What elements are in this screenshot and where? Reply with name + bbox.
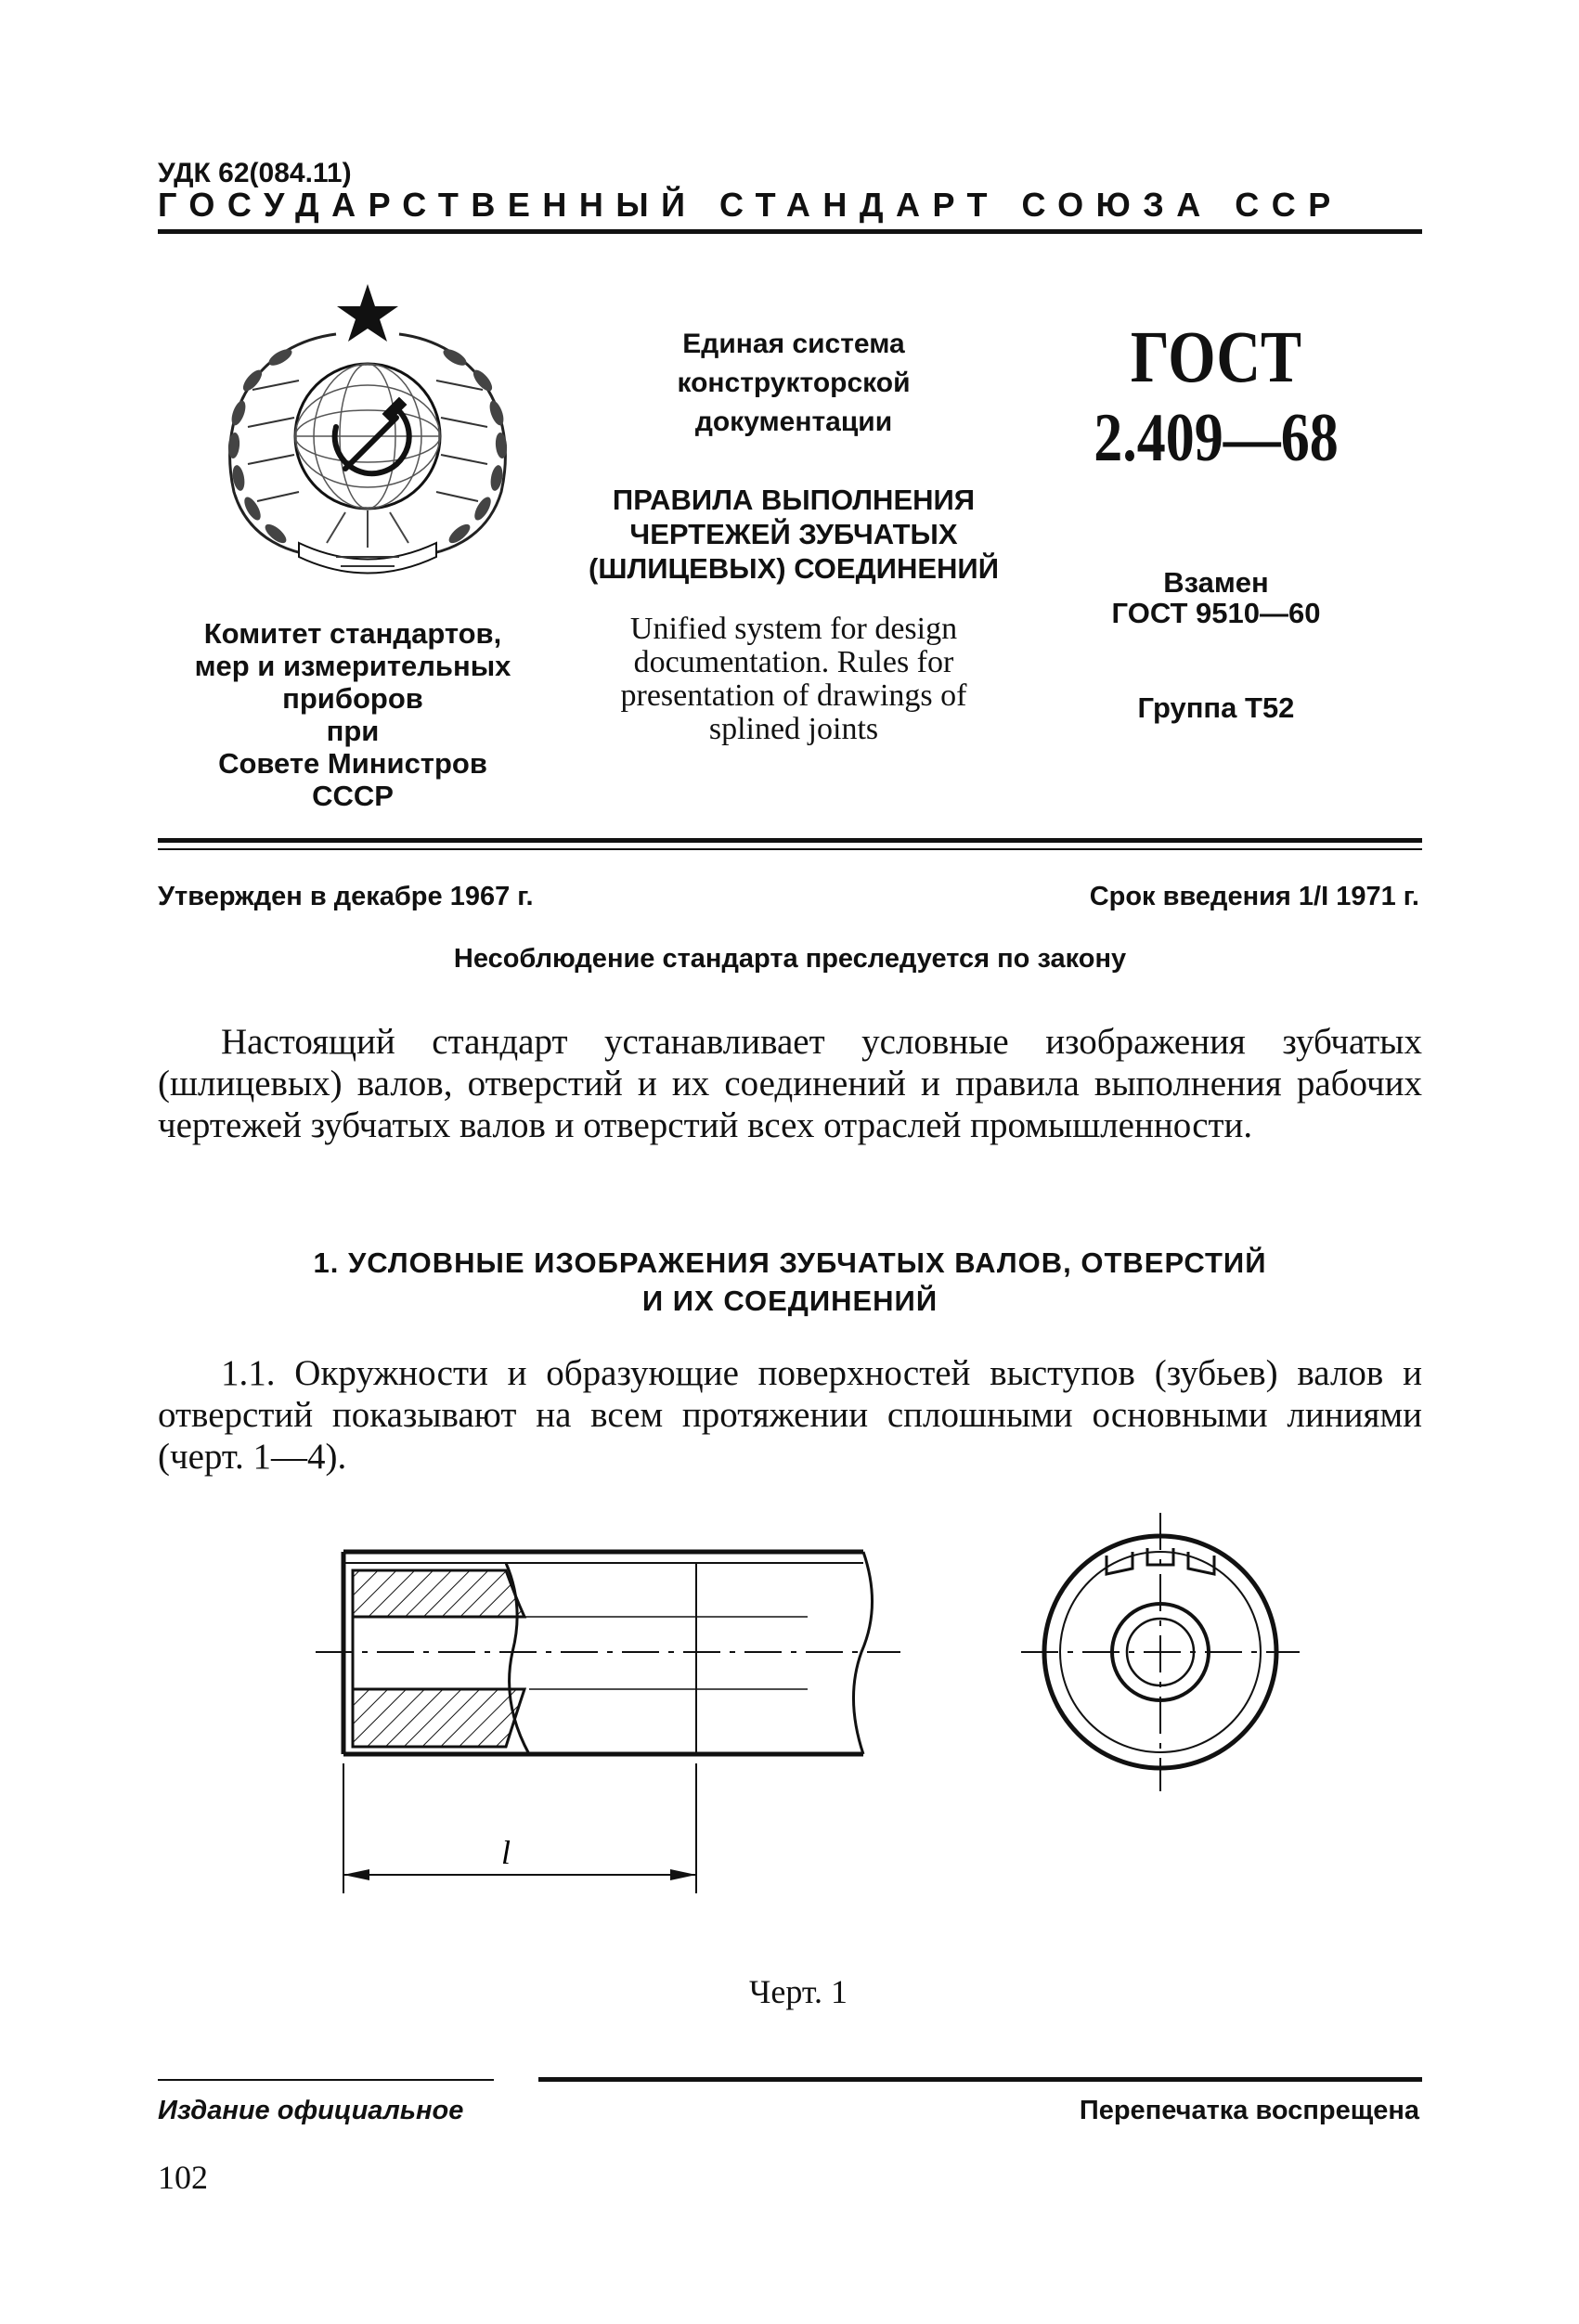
committee-line: Комитет стандартов, <box>203 617 502 650</box>
footer-rule-left <box>158 2079 494 2081</box>
title-rule-thick <box>158 838 1422 843</box>
section-title-line: И ИХ СОЕДИНЕНИЙ <box>641 1285 938 1317</box>
section-title-line: 1. УСЛОВНЫЕ ИЗОБРАЖЕНИЯ ЗУБЧАТЫХ ВАЛОВ, ОТВЕРСТИЙ <box>313 1246 1267 1279</box>
shaft-end-view <box>1021 1513 1300 1791</box>
title-rule-thin <box>158 848 1422 850</box>
replaces-label: Взамен <box>1163 566 1269 599</box>
system-line: конструкторской <box>677 368 911 398</box>
english-line: splined joints <box>708 712 879 746</box>
gost-number: 2.409—68 <box>1094 400 1339 476</box>
approval-date: Утвержден в декабре 1967 г. <box>158 882 534 911</box>
reprint-note: Перепечатка воспрещена <box>1079 2096 1419 2125</box>
group-code: Группа Т52 <box>1137 691 1295 724</box>
gost-label: ГОСТ <box>1130 316 1302 398</box>
figure-caption: Черт. 1 <box>749 1973 848 2010</box>
system-line: Единая система <box>682 329 905 359</box>
udk-code: УДК 62(084.11) <box>158 158 352 188</box>
english-line: presentation of drawings of <box>620 678 967 713</box>
page-number: 102 <box>158 2159 208 2196</box>
state-standard-heading: ГОСУДАРСТВЕННЫЙ СТАНДАРТ СОЮЗА ССР <box>158 186 1343 224</box>
committee-line: при <box>326 715 380 747</box>
committee-line: Совете Министров <box>218 747 487 780</box>
system-name <box>566 325 1021 442</box>
dimension-label: l <box>500 1834 511 1871</box>
figure-1-drawing <box>316 1504 1457 1930</box>
title-line: ЧЕРТЕЖЕЙ ЗУБЧАТЫХ <box>629 518 958 550</box>
footer-rule-right <box>538 2077 1422 2082</box>
committee-line: приборов <box>282 682 423 715</box>
english-line: Unified system for design <box>629 612 958 646</box>
system-line: документации <box>694 407 893 437</box>
effective-date: Срок введения 1/I 1971 г. <box>1089 882 1419 911</box>
section-title <box>158 1244 1422 1320</box>
english-title <box>566 613 1021 746</box>
committee-line: мер и измерительных <box>194 650 511 682</box>
committee-line: СССР <box>312 780 394 812</box>
document-title <box>566 483 1021 586</box>
title-line: ПРАВИЛА ВЫПОЛНЕНИЯ <box>612 484 976 516</box>
edition-note: Издание официальное <box>158 2096 464 2125</box>
shaft-side-view <box>316 1552 900 1893</box>
ussr-emblem-icon <box>197 278 538 594</box>
replaces-value: ГОСТ 9510—60 <box>1111 597 1321 629</box>
header-rule <box>158 229 1422 234</box>
title-line: (ШЛИЦЕВЫХ) СОЕДИНЕНИЙ <box>589 552 999 585</box>
law-notice: Несоблюдение стандарта преследуется по закону <box>453 944 1127 974</box>
committee-block <box>149 617 557 812</box>
intro-paragraph: Настоящий стандарт устанавливает условные изображения зубчатых (шлицевых) валов, отверстий и их соединений и правила выполнения рабочих чертежей зубчатых валов и отверстий всех отраслей промышленности. <box>158 1022 1422 1145</box>
english-line: documentation. Rules for <box>633 645 954 679</box>
paragraph-1-1: 1.1. Окружности и образующие поверхностей выступов (зубьев) валов и отверстий показывают на всем протяжении сплошными основными линиями (черт. 1—4). <box>158 1353 1422 1477</box>
